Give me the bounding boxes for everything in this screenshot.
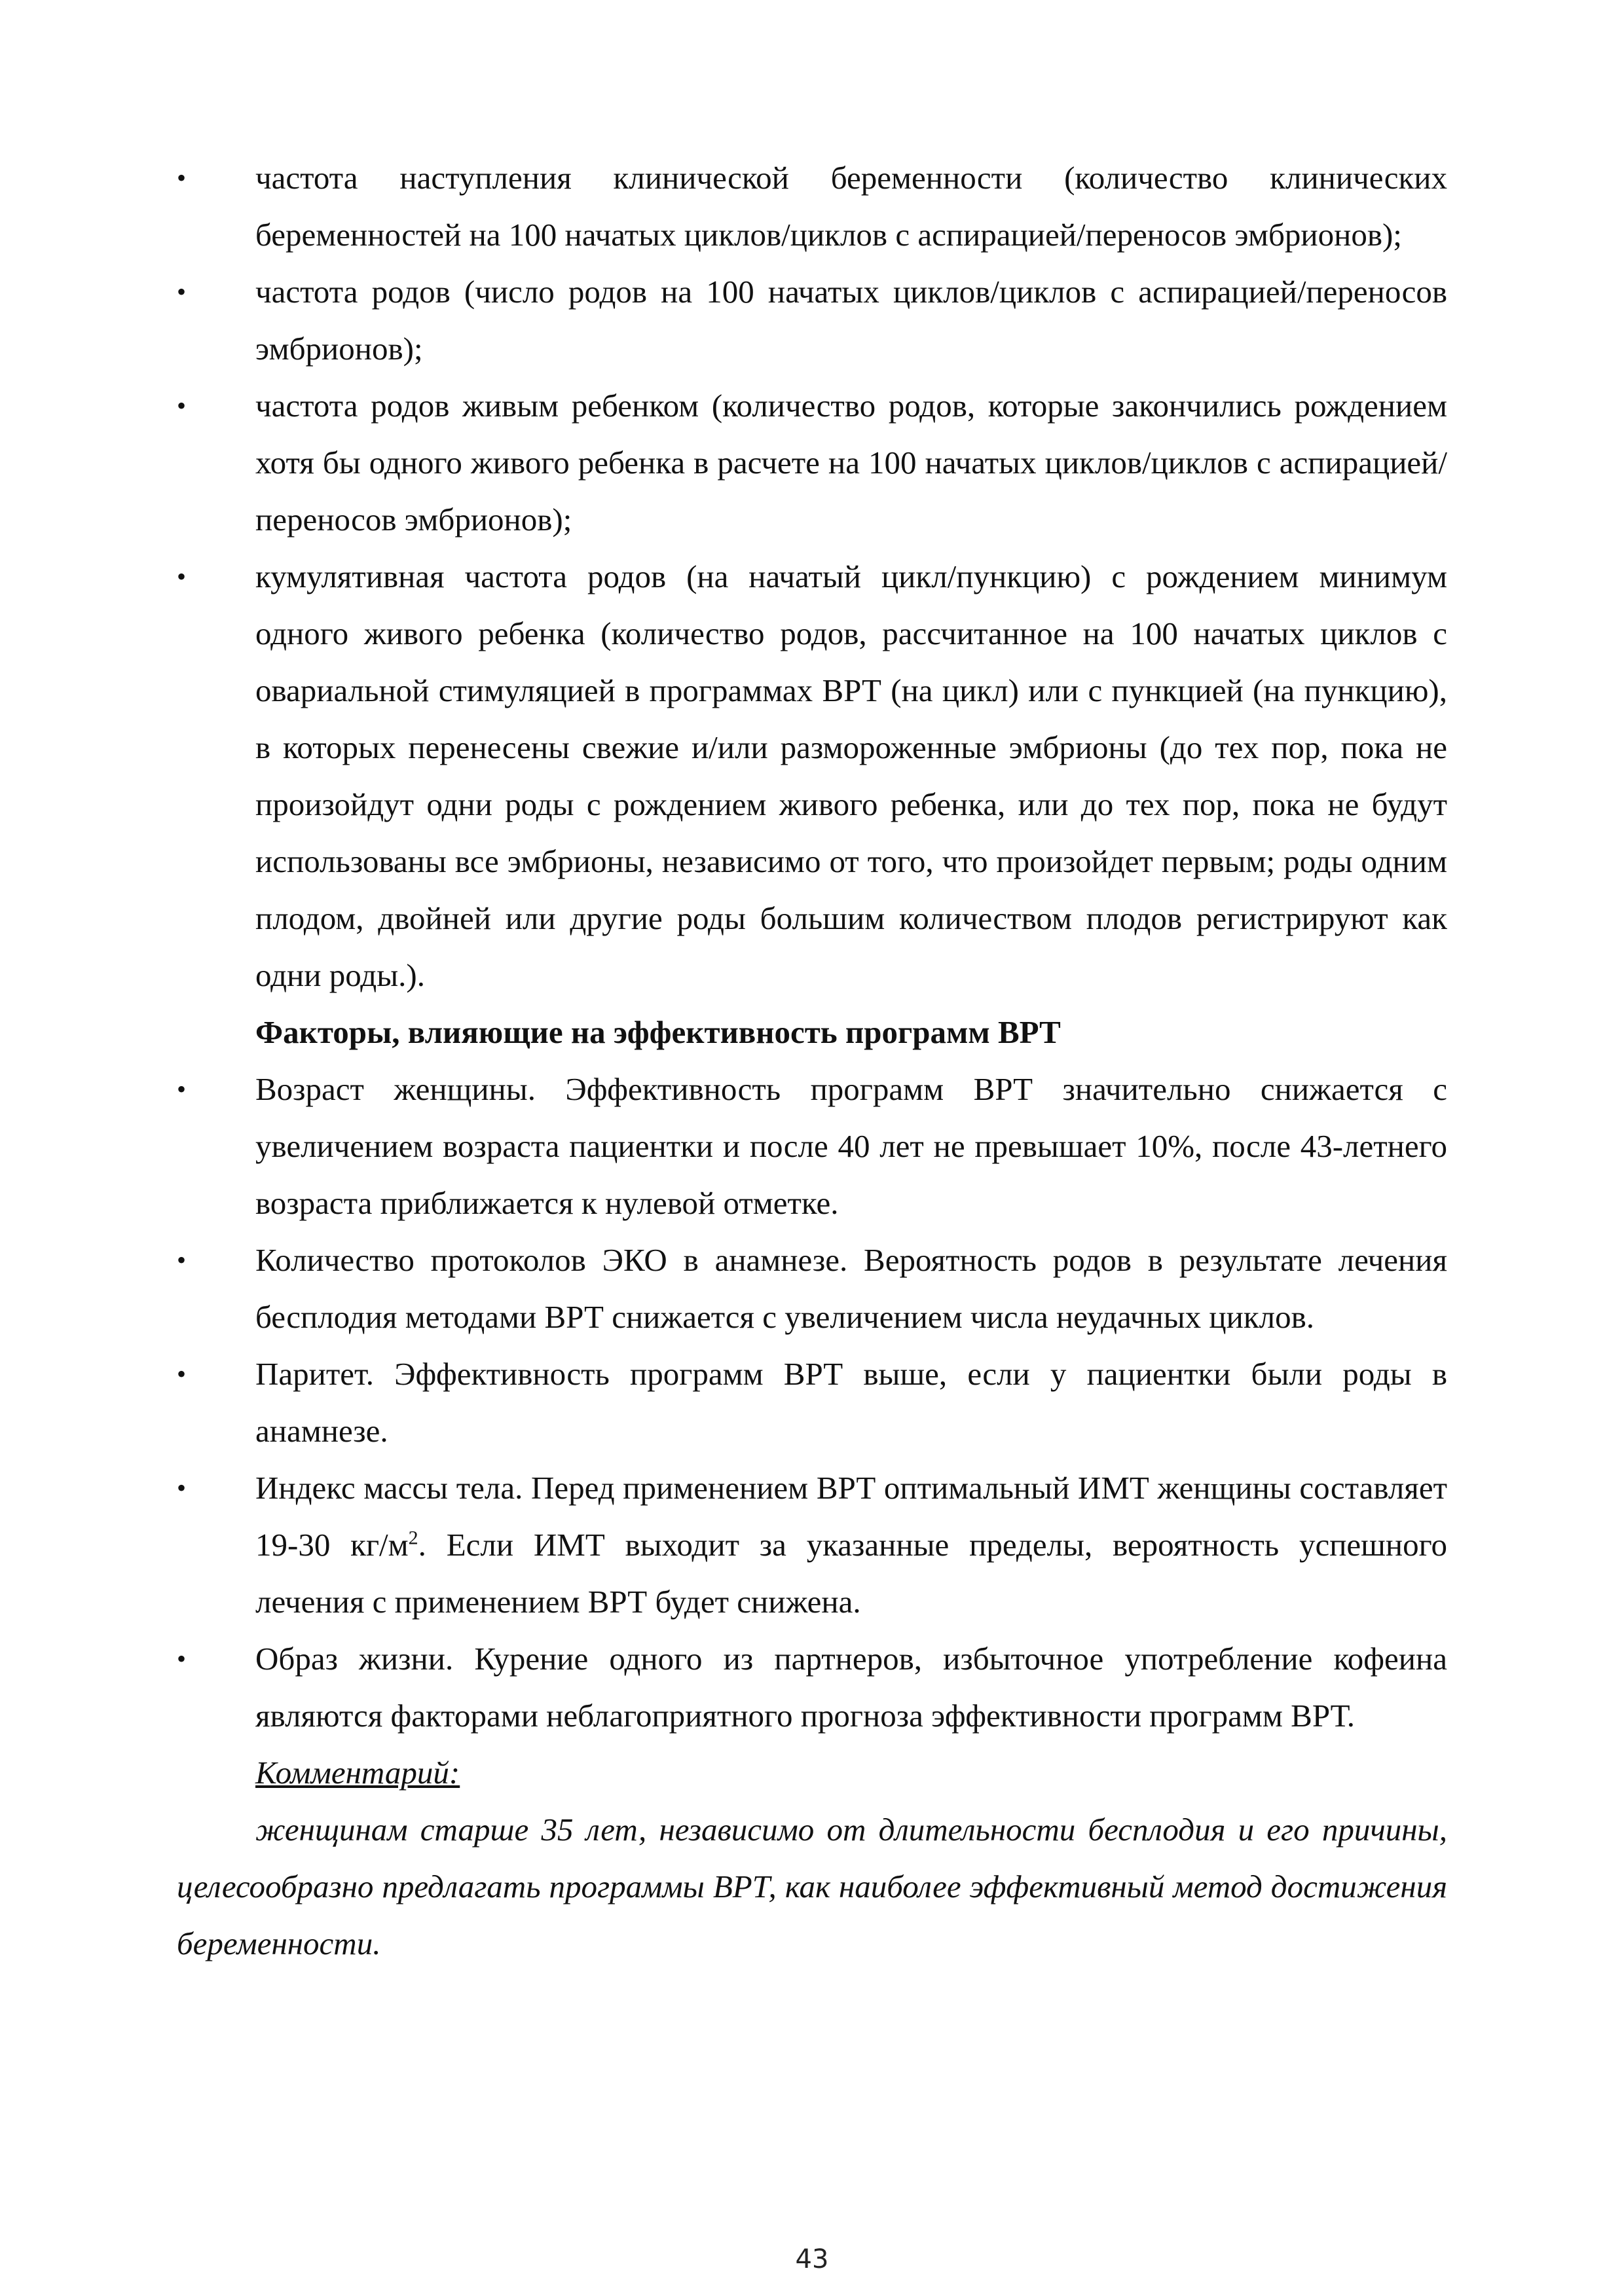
list-item <box>177 149 1447 263</box>
bullet-icon: • <box>177 163 187 192</box>
comment-text: женщинам старше 35 лет, независимо от длительности бесплодия и его причины, целесообразно предлагать программы ВРТ, как наиболее эффективный метод достижения беременности. <box>177 1812 1447 1961</box>
page-number: 43 <box>795 2244 829 2274</box>
factor-lifestyle-text: Образ жизни. Курение одного из партнеров, избыточное употребление кофеина являются факторами неблагоприятного прогноза эффективности программ ВРТ. <box>255 1641 1447 1734</box>
list-item <box>177 548 1447 1004</box>
bullet-icon: • <box>177 1473 187 1503</box>
list-item-text: частота наступления клинической беременности (количество клинических беременностей на 100 начатых циклов/циклов с аспирацией/переносов эмбрионов); <box>255 160 1447 253</box>
comment-label: Комментарий: <box>255 1755 460 1791</box>
factor-protocols-text: Количество протоколов ЭКО в анамнезе. Вероятность родов в результате лечения бесплодия методами ВРТ снижается с увеличением числа неудачных циклов. <box>255 1242 1447 1335</box>
superscript: 2 <box>408 1527 418 1549</box>
page-content <box>177 149 1447 1972</box>
factor-age-text: Возраст женщины. Эффективность программ ВРТ значительно снижается с увеличением возраста пациентки и после 40 лет не превышает 10%, после 43-летнего возраста приближается к нулевой отметке. <box>255 1071 1447 1221</box>
list-item-text: частота родов (число родов на 100 начатых циклов/циклов с аспирацией/переносов эмбрионов); <box>255 274 1447 367</box>
factor-bmi <box>177 1459 1447 1630</box>
bullet-icon: • <box>177 1245 187 1275</box>
list-item-text: кумулятивная частота родов (на начатый цикл/пункцию) с рождением минимум одного живого ребенка (количество родов, рассчитанное на 100 начатых циклов с овариальной стимуляцией в программах ВРТ (на цикл) или с пункцией (на пункцию), в которых перенесены свежие и/или размороженные эмбрионы (до тех пор, пока не произойдут одни роды с рождением живого ребенка, или до тех пор, пока не будут использованы все эмбрионы, независимо от того, что произойдет первым; роды одним плодом, двойней или другие роды большим количеством плодов регистрируют как одни роды.). <box>255 558 1447 993</box>
list-item <box>177 263 1447 377</box>
factor-age <box>177 1061 1447 1231</box>
factors-heading: Факторы, влияющие на эффективность программ ВРТ <box>255 1014 1061 1050</box>
factor-protocols <box>177 1231 1447 1345</box>
bullet-icon: • <box>177 277 187 306</box>
factor-bmi-text: Индекс массы тела. Перед применением ВРТ оптимальный ИМТ женщины составляет 19-30 кг/м <box>255 1470 1447 1563</box>
factor-parity <box>177 1345 1447 1459</box>
bullet-icon: • <box>177 1644 187 1673</box>
factors-list <box>177 1061 1447 1744</box>
bullet-icon: • <box>177 1359 187 1389</box>
list-item <box>177 377 1447 548</box>
outcomes-list <box>177 149 1447 1004</box>
bullet-icon: • <box>177 562 187 591</box>
bullet-icon: • <box>177 391 187 420</box>
bullet-icon: • <box>177 1074 187 1104</box>
factor-bmi-text-continued: . Если ИМТ выходит за указанные пределы, вероятность успешного лечения с применением ВРТ будет снижена. <box>255 1527 1447 1620</box>
factor-lifestyle <box>177 1630 1447 1744</box>
list-item-text: частота родов живым ребенком (количество родов, которые закончились рождением хотя бы одного живого ребенка в расчете на 100 начатых циклов/циклов с аспирацией/переносов эмбрионов); <box>255 388 1447 538</box>
factor-parity-text: Паритет. Эффективность программ ВРТ выше, если у пациентки были роды в анамнезе. <box>255 1356 1447 1449</box>
